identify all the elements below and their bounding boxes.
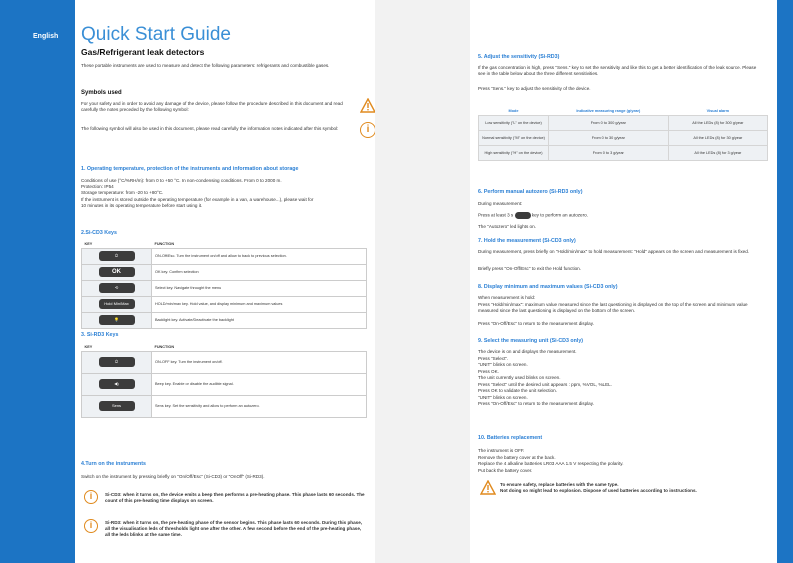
sicd3-keys-table [81, 241, 367, 329]
section9-line: Press "Select". [478, 355, 509, 361]
symbols-text-2: The following symbol will also be used in this document, please read carefully the information notes indicated after this symbol: [81, 126, 339, 131]
key-function: Beep key. Enable or disable the audible signal. [152, 373, 367, 395]
beep-key-cell [82, 373, 152, 395]
section6-line-2b: key to perform an autozero. [531, 212, 588, 218]
key-function: Backlight key. Activate/Deactivate the backlight [152, 312, 367, 328]
col-function: FUNCTION [152, 344, 367, 351]
table-header-row [82, 344, 367, 351]
section7-line-2: Briefly press "On-Off/Esc" to exit the Hold function. [478, 266, 582, 271]
alarm-cell: All the LEDs (8) for 300 g/year [668, 115, 767, 130]
sensitivity-table [478, 107, 768, 161]
ok-key-cell [82, 264, 152, 280]
section6-line-3: The "Autozero" led lights on. [478, 224, 536, 229]
subtitle: Gas/Refrigerant leak detectors [81, 47, 205, 57]
mode-cell: Normal sensitivity ("M" on the device) [479, 130, 549, 145]
section1-line-3: If the instrument is stored outside the operating temperature (for example in a van, a warehouse...), please wait for [81, 197, 314, 202]
section9-line: The device is on and displays the measurement. [478, 349, 577, 354]
section3-heading: 3. Si-RD3 Keys [81, 332, 119, 338]
section4-heading: 4.Turn on the instruments [81, 461, 146, 467]
page-left [75, 0, 375, 563]
hold-key-icon: Hold Min/Max [99, 299, 135, 309]
section9-line: Press "Select" until the desired unit appears : ppm, %VOL, %LEL. [478, 381, 612, 387]
section5-text: If the gas concentration is high, press "Sens." key to set the sensitivity and like this to get a better identification of the leak source. Please see in the table below about the three different sensitivities. [478, 65, 757, 77]
section1-heading: 1. Operating temperature, protection of the instruments and information about storage [81, 166, 299, 172]
section8-line-1: When measurement is hold: [478, 295, 536, 300]
symbols-heading: Symbols used [81, 90, 122, 96]
section4-note-2: Si-RD3: when it turns on, the pre-heating phase of the sensor begins. This phase lasts 60 seconds. During this phase, all the visualisation leds of thresholds light one after the other. A few second before the end of the pre-heating phase, all the leds blinks at the same time. [105, 520, 363, 538]
section9-line: "UNIT" blinks on screen. [478, 362, 528, 367]
sird3-keys-table [81, 344, 367, 418]
right-blue-band [777, 0, 793, 563]
section2-heading: 2.Si-CD3 Keys [81, 230, 117, 236]
power-key-cell [82, 248, 152, 264]
table-row [82, 296, 367, 312]
table-row [82, 264, 367, 280]
range-cell: From 0 to 3 g/year [549, 145, 669, 160]
intro-text: These portable instruments are used to measure and detect the following parameters: refrigerants and combustible gases. [81, 63, 330, 68]
section8-line-2: Press "Hold/min/max": maximum value measured since the last questioning is displayed on the top of the screen and minimum value measured since the last questioning is displayed on the bottom of the screen. [478, 302, 748, 314]
select-key-cell [82, 280, 152, 296]
section9-line: "UNIT" blinks on screen. [478, 394, 528, 400]
warning-icon [480, 480, 496, 495]
section10-line: The instrument is OFF. [478, 448, 525, 453]
section8-heading: 8. Display minimum and maximum values (Si-CD3 only) [478, 284, 618, 290]
backlight-key-cell [82, 312, 152, 328]
key-function: OK key. Confirm selection [152, 264, 367, 280]
col-mode: Mode [508, 108, 519, 113]
table-row [82, 280, 367, 296]
section1-line-4: 10 minutes in its operating temperature before start using it. [81, 203, 203, 208]
section10-note: To ensure safety, replace batteries with the same type. Not doing so might lead to explosion. Dispose of used batteries according to instructions. [500, 482, 697, 494]
section6-line-1: During measurement: [478, 201, 523, 206]
section1-line-1: Protection: IP54 [81, 184, 114, 189]
table-row [82, 373, 367, 395]
col-range: Indicative measuring range (g/year) [576, 108, 641, 113]
info-icon: i [360, 122, 375, 138]
section10-line: Remove the battery cover at the back. [478, 454, 556, 460]
table-row [82, 395, 367, 417]
table-row [479, 130, 768, 145]
autozero-key-icon [515, 212, 531, 219]
mode-cell: Low sensitivity ("L" on the device) [479, 115, 549, 130]
ok-key-icon: OK [99, 267, 135, 277]
key-function: HOLD/min/max key. Hold value, and display minimum and maximum values [152, 296, 367, 312]
section4-note-1: Si-CD3: when it turns on, the device emits a beep then performs a pre-heating phase. This phase lasts 60 seconds. The count of this pre-heating time displays on screen. [105, 492, 365, 504]
col-key: KEY [82, 344, 152, 351]
section6-line-2 [478, 212, 588, 219]
section9-line: Press "On-Off/Esc" to return to the measurement display. [478, 401, 594, 406]
section5-text-2: Press "Sens." key to adjust the sensitivity of the device. [478, 86, 591, 91]
table-row [82, 312, 367, 328]
table-row [479, 115, 768, 130]
key-function: ON-OFF key. Turn the instrument on/off. [152, 351, 367, 373]
table-row [479, 145, 768, 160]
table-row [82, 248, 367, 264]
select-key-icon: ⟲ [99, 283, 135, 293]
section1-line-0: Conditions of use (°C/%RH/m): from 0 to +50 °C. In non-condensing conditions. From 0 to 2000 m. [81, 178, 282, 183]
section9-heading: 9. Select the measuring unit (Si-CD3 only) [478, 338, 584, 344]
language-label: English [33, 33, 59, 40]
section7-heading: 7. Hold the measurement (Si-CD3 only) [478, 238, 576, 244]
power-key-icon: ⏻ [99, 357, 135, 367]
range-cell: From 0 to 300 g/year [549, 115, 669, 130]
section10-heading: 10. Batteries replacement [478, 435, 543, 441]
section7-line-1: During measurement, press briefly on "Hold/min/max" to hold measurement: "Hold" appears on the screen and measurement is fixed. [478, 249, 750, 254]
key-function: Select key. Navigate throught the menu [152, 280, 367, 296]
warning-icon [360, 98, 375, 113]
col-alarm: Visual alarm [706, 108, 729, 113]
info-icon: i [84, 490, 98, 504]
hold-key-cell [82, 296, 152, 312]
symbols-text-1: For your safety and in order to avoid any damage of the device, please follow the procedure described in this document and read carefully the notes preceded by the following symbol: [81, 101, 343, 113]
onoff-key-cell [82, 351, 152, 373]
section9-line: Press OK. [478, 368, 499, 374]
left-blue-band [0, 0, 75, 563]
mode-cell: High sensitivity ("H" on the device) [479, 145, 549, 160]
section1-line-2: Storage temperature: from -20 to +80°C. [81, 190, 164, 195]
table-row [82, 351, 367, 373]
sens-key-cell [82, 395, 152, 417]
section10-line: Replace the 4 alkaline batteries LR03 AAA 1.5 V respecting the polarity. [478, 461, 624, 466]
page-right [470, 0, 777, 563]
section4-text: Switch on the instrument by pressing briefly on "On/Off/Esc" (Si-CD3) or "OnOff" (Si-RD3). [81, 474, 265, 479]
sens-key-icon: Sens [99, 401, 135, 411]
power-key-icon: ⏻ [99, 251, 135, 261]
section10-line: Put back the battery cover. [478, 467, 533, 473]
section9-line: The unit currently used blinks on screen. [478, 375, 561, 380]
range-cell: From 0 to 30 g/year [549, 130, 669, 145]
section5-heading: 5. Adjust the sensitivity (Si-RD3) [478, 54, 560, 60]
key-function: Sens key. Set the sensitivity and allow to perform an autozero. [152, 395, 367, 417]
speaker-key-icon: ◀) [99, 379, 135, 389]
alarm-cell: All the LEDs (8) for 3 g/year [668, 145, 767, 160]
table-header-row [82, 241, 367, 248]
section8-line-3: Press "On-Off/Esc" to return to the measurement display. [478, 321, 594, 326]
table-header-row [479, 107, 768, 115]
section9-line: Press OK to validate the unit selection. [478, 388, 557, 393]
section6-line-2a: Press at least 3 s [478, 212, 514, 218]
info-icon: i [84, 519, 98, 533]
page-title: Quick Start Guide [81, 24, 231, 45]
backlight-key-icon: 💡 [99, 315, 135, 325]
section6-heading: 6. Perform manual autozero (Si-RD3 only) [478, 189, 583, 195]
key-function: ON-Off/Esc. Turn the instrument on/off and allow to back to previous selection. [152, 248, 367, 264]
alarm-cell: All the LEDs (8) for 30 g/year [668, 130, 767, 145]
col-key: KEY [82, 241, 152, 248]
col-function: FUNCTION [152, 241, 367, 248]
